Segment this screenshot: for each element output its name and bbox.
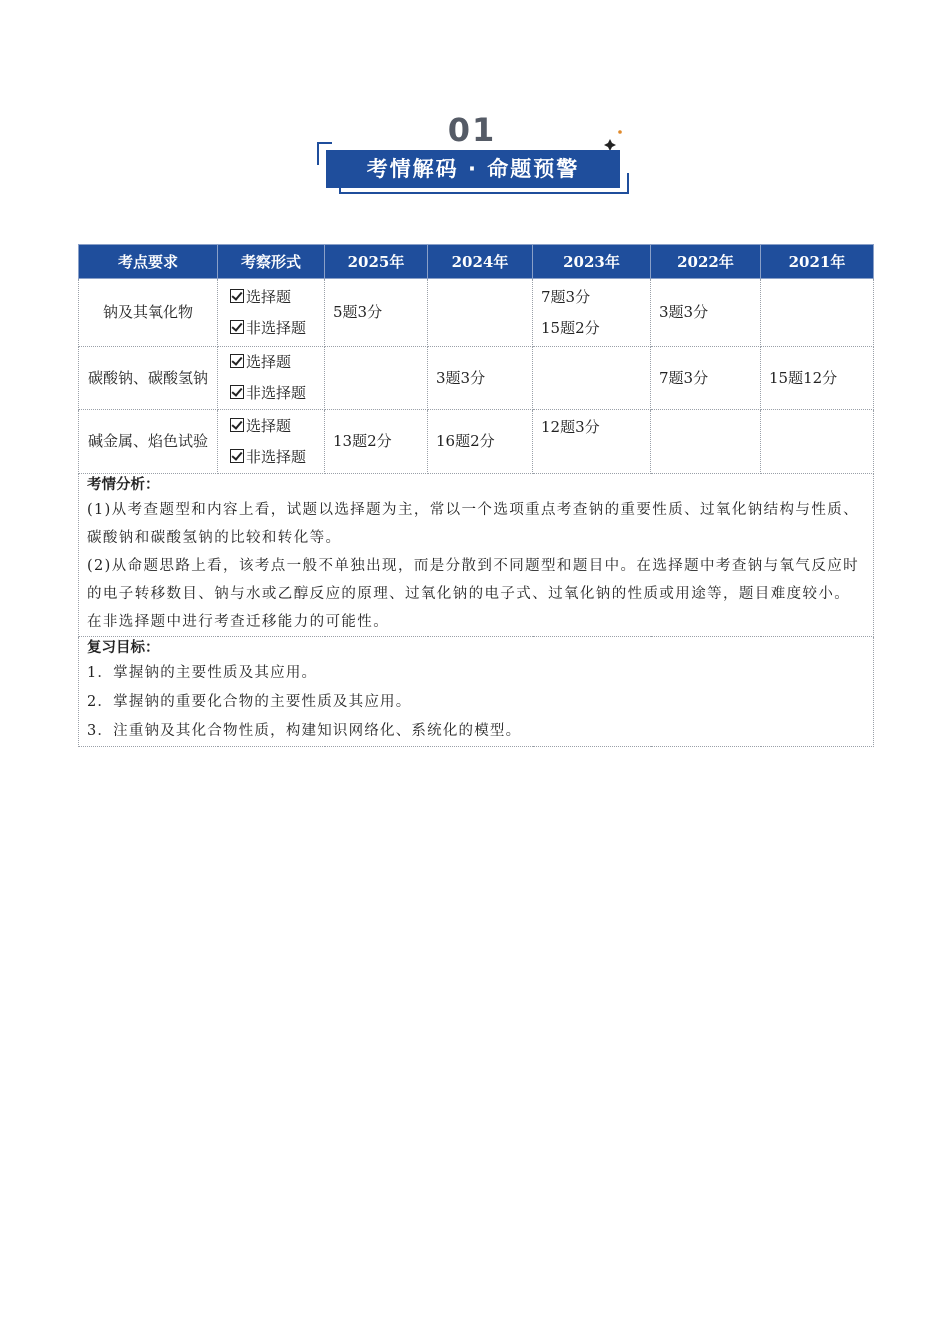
form-label: 选择题: [246, 416, 292, 435]
goals-cell: [79, 637, 874, 747]
score-text: 7题3分: [659, 368, 709, 387]
score-cell: [325, 347, 428, 410]
form-cell: [218, 347, 325, 410]
form-label: 非选择题: [246, 318, 307, 337]
score-text: 15题12分: [769, 368, 838, 387]
analysis-title: 考情分析：: [87, 477, 160, 493]
section-header: [0, 105, 950, 205]
score-text: 3题3分: [436, 368, 486, 387]
topic-cell: 钠及其氧化物: [79, 279, 218, 347]
score-cell: [428, 410, 533, 474]
column-header: 2022年: [651, 245, 761, 279]
topic-cell: 碳酸钠、碳酸氢钠: [79, 347, 218, 410]
banner-title: 考情解码 · 命题预警: [326, 150, 620, 188]
column-header: 2025年: [325, 245, 428, 279]
score-cell: [533, 279, 651, 347]
goal-item: 3．注重钠及其化合物性质，构建知识网络化、系统化的模型。: [87, 723, 522, 739]
score-cell: [533, 347, 651, 410]
score-cell: [651, 410, 761, 474]
checkbox-checked-icon: [230, 354, 244, 368]
column-header: 2024年: [428, 245, 533, 279]
checkbox-checked-icon: [230, 418, 244, 432]
score-text: 3题3分: [659, 303, 709, 321]
topic-cell: 碱金属、焰色试验: [79, 410, 218, 474]
score-cell: [428, 279, 533, 347]
column-header: 2023年: [533, 245, 651, 279]
checkbox-checked-icon: [230, 320, 244, 334]
score-text: 7题3分: [541, 287, 591, 306]
score-text: 12题3分: [541, 418, 600, 436]
form-label: 选择题: [246, 353, 292, 371]
score-cell: [428, 347, 533, 410]
goals-title: 复习目标：: [87, 640, 160, 656]
score-cell: [533, 410, 651, 474]
score-cell: [325, 279, 428, 347]
table-row: [79, 410, 874, 474]
score-cell: [761, 410, 874, 474]
form-label: 非选择题: [246, 447, 307, 466]
goal-item: 2．掌握钠的重要化合物的主要性质及其应用。: [87, 694, 412, 710]
score-text: 5题3分: [333, 303, 383, 321]
score-cell: [761, 279, 874, 347]
analysis-paragraph: (1)从考查题型和内容上看，试题以选择题为主，常以一个选项重点考查钠的重要性质、过氧化钠结构与性质、碳酸钠和碳酸氢钠的比较和转化等。: [87, 502, 860, 546]
column-header: 2021年: [761, 245, 874, 279]
score-cell: [651, 347, 761, 410]
score-text: 13题2分: [333, 432, 392, 450]
score-text: 16题2分: [436, 432, 495, 450]
score-cell: [761, 347, 874, 410]
analysis-cell: [79, 474, 874, 637]
score-cell: [651, 279, 761, 347]
section-number: 01: [447, 111, 497, 149]
table-row: [79, 347, 874, 410]
form-label: 非选择题: [246, 384, 307, 402]
exam-table: [78, 244, 874, 747]
goal-item: 1．掌握钠的主要性质及其应用。: [87, 665, 318, 681]
checkbox-checked-icon: [230, 289, 244, 303]
score-text: 15题2分: [541, 318, 600, 337]
column-header: 考点要求: [79, 245, 218, 279]
table-row: [79, 279, 874, 347]
checkbox-checked-icon: [230, 385, 244, 399]
checkbox-checked-icon: [230, 449, 244, 463]
table-header-row: [79, 245, 874, 279]
column-header: 考察形式: [218, 245, 325, 279]
goals-row: [79, 637, 874, 747]
score-cell: [325, 410, 428, 474]
analysis-paragraph: (2)从命题思路上看，该考点一般不单独出现，而是分散到不同题型和题目中。在选择题中考查钠与氧气反应时的电子转移数目、钠与水或乙醇反应的原理、过氧化钠的电子式、过氧化钠的性质或用途等，题目难度较小。在非选择题中进行考查迁移能力的可能性。: [87, 558, 860, 630]
analysis-row: [79, 474, 874, 637]
form-label: 选择题: [246, 287, 292, 306]
form-cell: [218, 410, 325, 474]
form-cell: [218, 279, 325, 347]
